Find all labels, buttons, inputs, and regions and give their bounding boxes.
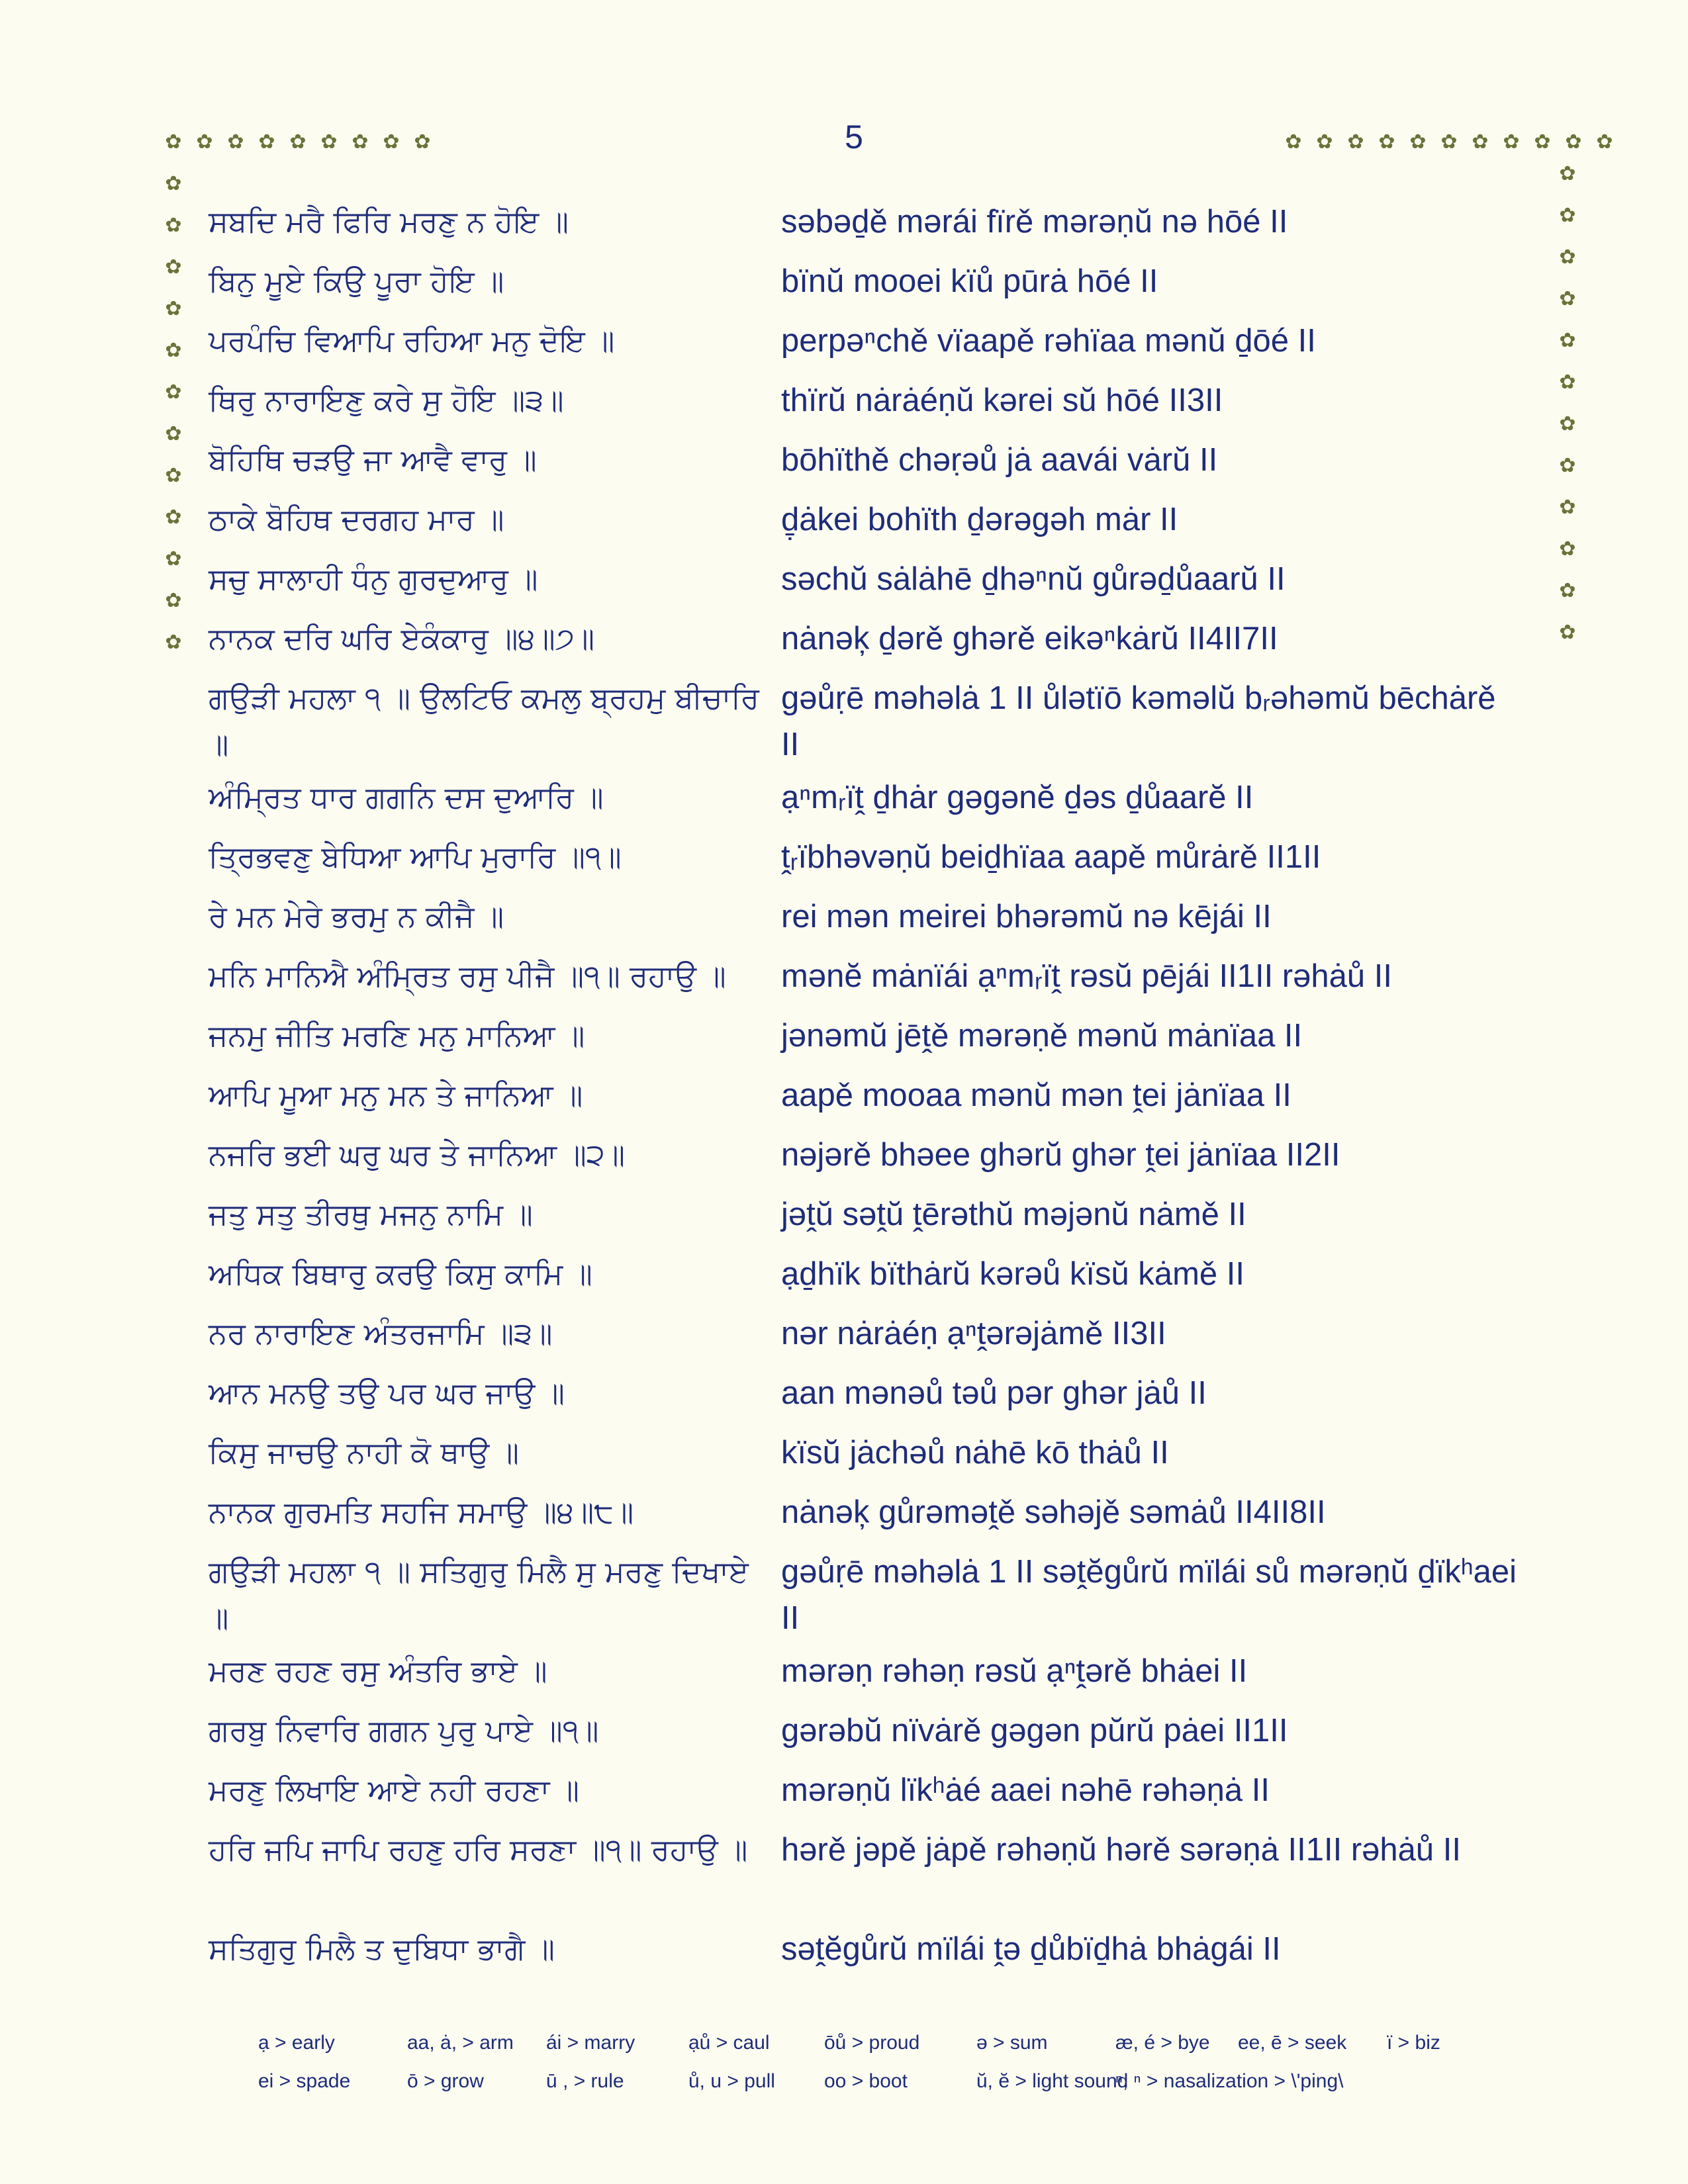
flower-icon: ✿ <box>1534 130 1551 154</box>
flower-icon: ✿ <box>1559 246 1576 269</box>
flower-icon: ✿ <box>1316 130 1333 154</box>
legend-item: æ, é > bye <box>1115 2032 1210 2054</box>
flower-icon: ✿ <box>1559 329 1576 352</box>
transliteration-text: səṱĕgůrŭ mïlái ṱə ḏůbïḏhȧ bhȧgái II <box>781 1931 1281 1967</box>
gurmukhi-text: ਕਿਸੁ ਜਾਚਉ ਨਾਹੀ ਕੋ ਥਾਉ ॥ <box>209 1435 519 1470</box>
transliteration-text: səbəḏě mərái fïrě mərəṇŭ nə hōé II <box>781 204 1288 240</box>
flower-icon: ✿ <box>165 506 182 529</box>
gurmukhi-text: ਨਜਰਿ ਭਈ ਘਰੁ ਘਰ ਤੇ ਜਾਨਿਆ ॥੨॥ <box>209 1137 626 1172</box>
transliteration-text: ṱᵣïbhəvəṇŭ beiḏhïaa aapě můrȧrě II1II <box>781 839 1321 875</box>
gurmukhi-text: ਨਰ ਨਾਰਾਇਣ ਅੰਤਰਜਾਮਿ ॥੩॥ <box>209 1316 553 1351</box>
transliteration-text: hərě jəpě jȧpě rəhəṇŭ hərě sərəṇȧ II1II rəhȧů II <box>781 1832 1461 1868</box>
flower-icon: ✿ <box>289 130 306 154</box>
gurmukhi-text: ਮਰਣ ਰਹਣ ਰਸੁ ਅੰਤਰਿ ਭਾਏ ॥ <box>209 1653 547 1688</box>
flower-icon: ✿ <box>1559 621 1576 644</box>
legend-item: ei > spade <box>258 2070 351 2092</box>
gurmukhi-text: ਗਰਬੁ ਨਿਵਾਰਿ ਗਗਨ ਪੁਰੁ ਪਾਏ ॥੧॥ <box>209 1713 599 1748</box>
transliteration-text: gəůṛē məhəlȧ 1 II səṱĕgůrŭ mïlái sů mərəṇŭ ḏïkʰaei II <box>781 1554 1517 1636</box>
transliteration-text: gərəbŭ nïvȧrě gəgən pŭrŭ pȧei II1II <box>781 1713 1288 1749</box>
flower-icon: ✿ <box>320 130 338 154</box>
transliteration-text: thïrŭ nȧrȧéṇŭ kərei sŭ hōé II3II <box>781 383 1223 418</box>
flower-icon: ✿ <box>1596 130 1613 154</box>
gurmukhi-text: ਥਿਰੁ ਨਾਰਾਇਣੁ ਕਰੇ ਸੁ ਹੋਇ ॥੩॥ <box>209 383 564 418</box>
flower-icon: ✿ <box>165 547 182 570</box>
gurmukhi-text: ਹਰਿ ਜਪਿ ਜਾਪਿ ਰਹਣੁ ਹਰਿ ਸਰਣਾ ॥੧॥ ਰਹਾਉ ॥ <box>209 1832 748 1867</box>
gurmukhi-text: ਮਨਿ ਮਾਨਿਐ ਅੰਮ੍ਰਿਤ ਰਸੁ ਪੀਜੈ ॥੧॥ ਰਹਾਉ ॥ <box>209 958 726 993</box>
legend-item: ŭ, ĕ > light sound <box>976 2070 1129 2092</box>
flower-icon: ✿ <box>352 130 369 154</box>
flower-icon: ✿ <box>1559 537 1576 561</box>
flower-icon: ✿ <box>165 422 182 445</box>
flower-icon: ✿ <box>1347 130 1364 154</box>
flower-icon: ✿ <box>165 172 182 195</box>
flower-icon: ✿ <box>414 130 431 154</box>
legend-item: ạ > early <box>258 2032 335 2054</box>
legend-item: ee, ē > seek <box>1238 2032 1347 2054</box>
gurmukhi-text: ਅਧਿਕ ਬਿਥਾਰੁ ਕਰਉ ਕਿਸੁ ਕਾਮਿ ॥ <box>209 1256 592 1291</box>
transliteration-text: səchŭ sȧlȧhē ḏhəⁿnŭ gůrəḏůaarŭ II <box>781 561 1286 597</box>
transliteration-text: nȧnəķ ḏərě ghərě eikəⁿkȧrŭ II4II7II <box>781 621 1278 657</box>
transliteration-text: aan mənəů təů pər ghər jȧů II <box>781 1375 1207 1411</box>
transliteration-text: nər nȧrȧéṇ ạⁿṱərəjȧmě II3II <box>781 1316 1166 1351</box>
flower-icon: ✿ <box>1559 579 1576 602</box>
transliteration-text: perpəⁿchě vïaapě rəhïaa mənŭ ḏōé II <box>781 323 1316 359</box>
flower-icon: ✿ <box>165 297 182 320</box>
transliteration-text: ạḏhïk bïthȧrŭ kərəů kïsŭ kȧmě II <box>781 1256 1244 1292</box>
transliteration-text: jəṱŭ səṱŭ ṱērəthŭ məjənŭ nȧmě II <box>781 1197 1246 1232</box>
legend-item: ái > marry <box>546 2032 635 2054</box>
gurmukhi-text: ਬੋਹਿਥਿ ਚੜਉ ਜਾ ਆਵੈ ਵਾਰੁ ॥ <box>209 442 537 477</box>
gurmukhi-text: ਜਨਮੁ ਜੀਤਿ ਮਰਣਿ ਮਨੁ ਮਾਨਿਆ ॥ <box>209 1018 585 1053</box>
flower-icon: ✿ <box>165 464 182 487</box>
transliteration-text: mərəṇ rəhəṇ rəsŭ ạⁿṱərě bhȧei II <box>781 1653 1248 1689</box>
transliteration-text: mənĕ mȧnïái ạⁿmᵣïṱ rəsŭ pējái II1II rəhȧů II <box>781 958 1392 994</box>
transliteration-text: ạⁿmᵣïṱ ḏhȧr gəgənĕ ḏəs ḏůaarĕ II <box>781 780 1254 815</box>
flower-icon: ✿ <box>165 339 182 362</box>
legend-item: ï > biz <box>1387 2032 1440 2054</box>
flower-icon: ✿ <box>1409 130 1427 154</box>
transliteration-text: rei mən meirei bhərəmŭ nə kējái II <box>781 899 1272 934</box>
flower-icon: ✿ <box>1559 412 1576 435</box>
flower-icon: ✿ <box>1285 130 1302 154</box>
flower-icon: ✿ <box>1503 130 1520 154</box>
gurmukhi-text: ਜਤੁ ਸਤੁ ਤੀਰਥੁ ਮਜਨੁ ਨਾਮਿ ॥ <box>209 1197 533 1232</box>
transliteration-text: mərəṇŭ lïkʰȧé aaei nəhē rəhəṇȧ II <box>781 1772 1270 1808</box>
flower-icon: ✿ <box>227 130 244 154</box>
legend-item: ū , > rule <box>546 2070 624 2092</box>
flower-icon: ✿ <box>1559 496 1576 519</box>
flower-icon: ✿ <box>165 589 182 612</box>
flower-icon: ✿ <box>165 631 182 654</box>
gurmukhi-text: ਮਰਣੁ ਲਿਖਾਇ ਆਏ ਨਹੀ ਰਹਣਾ ॥ <box>209 1772 579 1807</box>
transliteration-text: nȧnəķ gůrəməṱě səhəjě səmȧů II4II8II <box>781 1494 1326 1530</box>
legend-item: ə > sum <box>976 2032 1048 2054</box>
legend-item: ⁿ, ⁿ > nasalization > \'ping\ <box>1115 2070 1344 2092</box>
legend-item: oo > boot <box>824 2070 908 2092</box>
flower-icon: ✿ <box>1559 371 1576 394</box>
flower-icon: ✿ <box>1378 130 1395 154</box>
gurmukhi-text: ਅੰਮ੍ਰਿਤ ਧਾਰ ਗਗਨਿ ਦਸ ਦੁਆਰਿ ॥ <box>209 780 604 815</box>
gurmukhi-text: ਗਉੜੀ ਮਹਲਾ ੧ ॥ ਉਲਟਿਓ ਕਮਲੁ ਬ੍ਰਹਮੁ ਬੀਚਾਰਿ ॥ <box>209 680 759 762</box>
legend-item: ō > grow <box>407 2070 484 2092</box>
gurmukhi-text: ਆਨ ਮਨਉ ਤਉ ਪਰ ਘਰ ਜਾਉ ॥ <box>209 1375 565 1410</box>
flower-icon: ✿ <box>1565 130 1582 154</box>
gurmukhi-text: ਸਚੁ ਸਾਲਾਹੀ ਧੰਨੁ ਗੁਰਦੁਆਰੁ ॥ <box>209 561 538 596</box>
gurmukhi-text: ਸਤਿਗੁਰੁ ਮਿਲੈ ਤ ਦੁਬਿਧਾ ਭਾਗੈ ॥ <box>209 1931 555 1966</box>
gurmukhi-text: ਨਾਨਕ ਗੁਰਮਤਿ ਸਹਜਿ ਸਮਾਉ ॥੪॥੮॥ <box>209 1494 634 1529</box>
transliteration-text: jənəmŭ jēṱě mərəṇě mənŭ mȧnïaa II <box>781 1018 1303 1054</box>
flower-icon: ✿ <box>383 130 400 154</box>
transliteration-text: aapě mooaa mənŭ mən ṱei jȧnïaa II <box>781 1077 1291 1113</box>
flower-icon: ✿ <box>196 130 213 154</box>
legend-item: ōů > proud <box>824 2032 920 2054</box>
flower-icon: ✿ <box>165 214 182 237</box>
flower-icon: ✿ <box>165 381 182 404</box>
flower-icon: ✿ <box>1440 130 1458 154</box>
gurmukhi-text: ਰੇ ਮਨ ਮੇਰੇ ਭਰਮੁ ਨ ਕੀਜੈ ॥ <box>209 899 504 934</box>
flower-icon: ✿ <box>1559 287 1576 310</box>
page-number: 5 <box>845 118 863 156</box>
flower-icon: ✿ <box>165 130 182 154</box>
flower-icon: ✿ <box>1559 204 1576 227</box>
flower-icon: ✿ <box>1472 130 1489 154</box>
transliteration-text: nəjərě bhəee ghərŭ ghər ṱei jȧnïaa II2II <box>781 1137 1340 1173</box>
flower-icon: ✿ <box>1559 162 1576 185</box>
gurmukhi-text: ਠਾਕੇ ਬੋਹਿਥ ਦਰਗਹ ਮਾਰ ॥ <box>209 502 504 537</box>
gurmukhi-text: ਗਉੜੀ ਮਹਲਾ ੧ ॥ ਸਤਿਗੁਰੁ ਮਿਲੈ ਸੁ ਮਰਣੁ ਦਿਖਾਏ ॥ <box>209 1554 749 1635</box>
flower-icon: ✿ <box>258 130 275 154</box>
gurmukhi-text: ਨਾਨਕ ਦਰਿ ਘਰਿ ਏਕੰਕਾਰੁ ॥੪॥੭॥ <box>209 621 595 656</box>
gurmukhi-text: ਆਪਿ ਮੂਆ ਮਨੁ ਮਨ ਤੇ ਜਾਨਿਆ ॥ <box>209 1077 583 1113</box>
gurmukhi-text: ਪਰਪੰਚਿ ਵਿਆਪਿ ਰਹਿਆ ਮਨੁ ਦੋਇ ॥ <box>209 323 615 358</box>
gurmukhi-text: ਬਿਨੁ ਮੂਏ ਕਿਉ ਪੂਰਾ ਹੋਇ ॥ <box>209 263 504 298</box>
gurmukhi-text: ਸਬਦਿ ਮਰੈ ਫਿਰਿ ਮਰਣੁ ਨ ਹੋਇ ॥ <box>209 204 569 239</box>
transliteration-text: kïsŭ jȧchəů nȧhē kō thȧů II <box>781 1435 1169 1471</box>
gurmukhi-text: ਤ੍ਰਿਭਵਣੁ ਬੇਧਿਆ ਆਪਿ ਮੁਰਾਰਿ ॥੧॥ <box>209 839 622 874</box>
transliteration-text: bïnŭ mooei kïů pūrȧ hōé II <box>781 263 1158 299</box>
flower-icon: ✿ <box>1559 454 1576 477</box>
legend-item: ů, u > pull <box>688 2070 775 2092</box>
transliteration-text: gəůṛē məhəlȧ 1 II ůlətïō kəməlŭ bᵣəhəmŭ bēchȧrě II <box>781 680 1496 762</box>
transliteration-text: bōhïthě chəṛəů jȧ aavái vȧrŭ II <box>781 442 1218 478</box>
legend-item: aa, ȧ, > arm <box>407 2032 514 2054</box>
transliteration-text: ḏ̣ȧkei bohïth ḏərəgəh mȧr II <box>781 502 1178 537</box>
flower-icon: ✿ <box>165 255 182 279</box>
legend-item: ạů > caul <box>688 2032 770 2054</box>
